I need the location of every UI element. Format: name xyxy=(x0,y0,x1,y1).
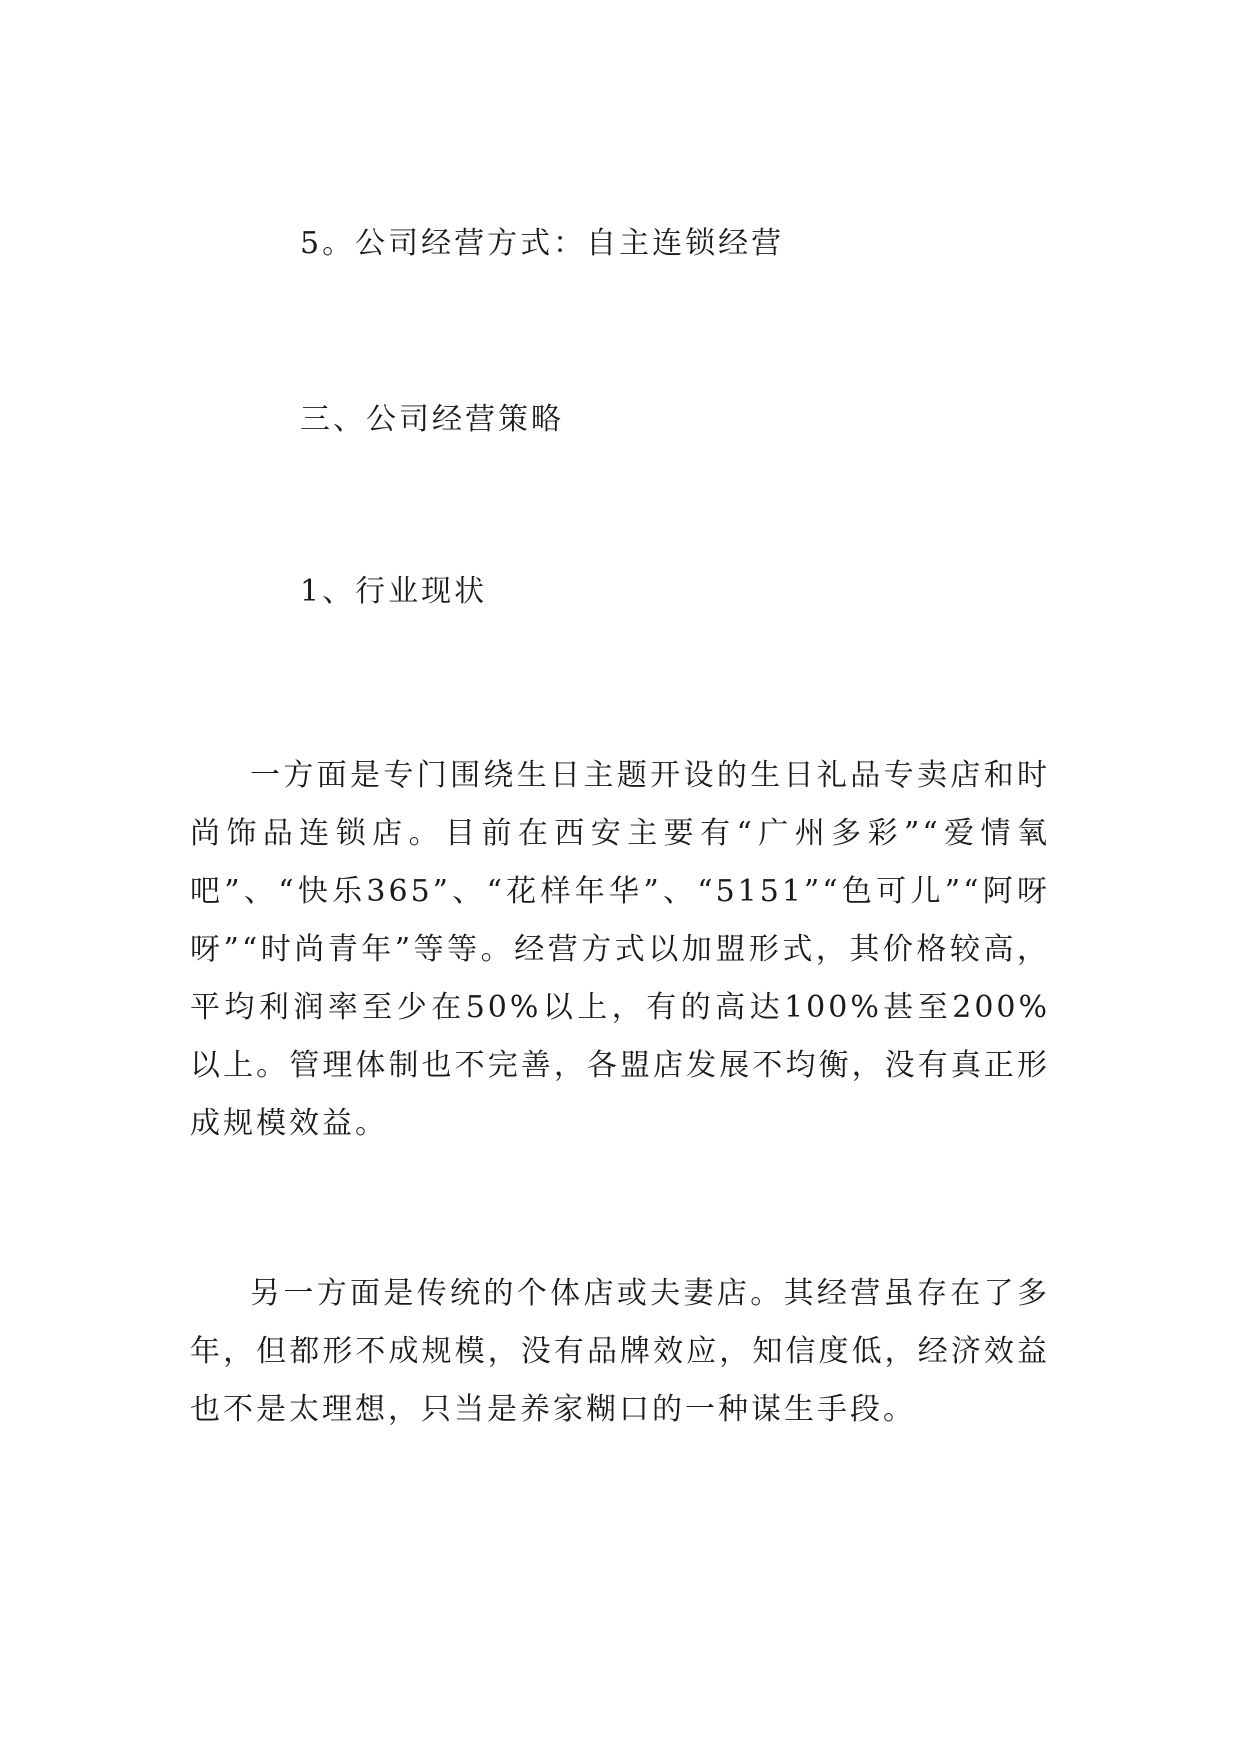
heading-operating-mode: 5。公司经营方式：自主连锁经营 xyxy=(300,226,785,261)
paragraph-birthday-gift-stores: 一方面是专门围绕生日主题开设的生日礼品专卖店和时尚饰品连锁店。目前在西安主要有“广州多彩”“爱情氧吧”、“快乐365”、“花样年华”、“5151”“色可儿”“阿呀呀”“时尚青年”等等。经营方式以加盟形式，其价格较高，平均利润率至少在50%以上，有的高达100%甚至200%以上。管理体制也不完善，各盟店发展不均衡，没有真正形成规模效益。 xyxy=(190,758,1050,1141)
heading-industry-status: 1、行业现状 xyxy=(300,574,488,609)
paragraph-traditional-stores: 另一方面是传统的个体店或夫妻店。其经营虽存在了多年，但都形不成规模，没有品牌效应，知信度低，经济效益也不是太理想，只当是养家糊口的一种谋生手段。 xyxy=(190,1276,1050,1427)
heading-operating-strategy: 三、公司经营策略 xyxy=(300,402,564,437)
